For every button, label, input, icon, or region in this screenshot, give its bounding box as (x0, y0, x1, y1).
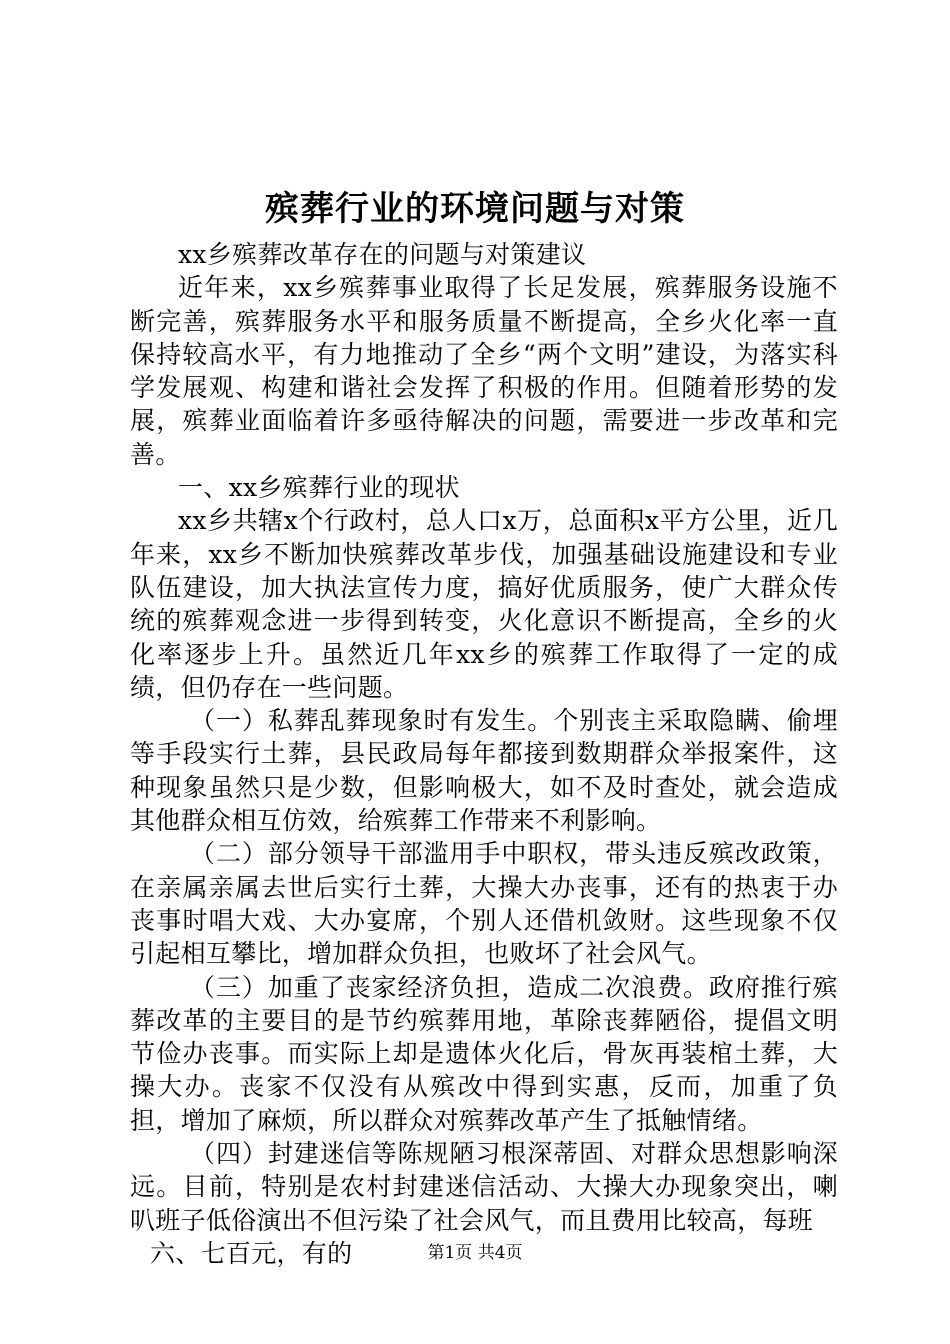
section-heading-status: 一、xx乡殡葬行业的现状 (178, 473, 460, 503)
document-body (130, 238, 838, 1270)
paragraph-issue-4: （四）封建迷信等陈规陋习根深蒂固、对群众思想影响深远。目前，特别是农村封建迷信活动、大操大办现象突出，喇叭班子低俗演出不但污染了社会风气，而且费用比较高，每班 (130, 1139, 838, 1235)
subtitle-line: xx乡殡葬改革存在的问题与对策建议 (178, 240, 587, 269)
paragraph-status: xx乡共辖x个行政村，总人口x万，总面积x平方公里，近几年来，xx乡不断加快殡葬改革步伐，加强基础设施建设和专业队伍建设，加大执法宣传力度，搞好优质服务，使广大群众传统的殡葬观念进一步得到转变，火化意识不断提高，全乡的火化率逐步上升。虽然近几年xx乡的殡葬工作取得了一定的成绩，但仍存在一些问题。 (130, 506, 838, 702)
paragraph-tail: 六、七百元，有的 (150, 1238, 353, 1268)
paragraph-intro: 近年来，xx乡殡葬事业取得了长足发展，殡葬服务设施不断完善，殡葬服务水平和服务质量不断提高，全乡火化率一直保持较高水平，有力地推动了全乡“两个文明”建设，为落实科学发展观、构建和谐社会发挥了积极的作用。但随着形势的发展，殡葬业面临着许多亟待解决的问题，需要进一步改革和完善。 (130, 273, 838, 469)
document-title: 殡葬行业的环境问题与对策 (265, 189, 685, 229)
paragraph-issue-3: （三）加重了丧家经济负担，造成二次浪费。政府推行殡葬改革的主要目的是节约殡葬用地，革除丧葬陋俗，提倡文明节俭办丧事。而实际上却是遗体火化后，骨灰再装棺土葬，大操大办。丧家不仅没有从殡改中得到实惠，反而，加重了负担，增加了麻烦，所以群众对殡葬改革产生了抵触情绪。 (130, 972, 838, 1135)
page-footer: 第1页 共4页 (427, 1243, 523, 1263)
paragraph-issue-1: （一）私葬乱葬现象时有发生。个别丧主采取隐瞒、偷埋等手段实行土葬，县民政局每年都接到数期群众举报案件，这种现象虽然只是少数，但影响极大，如不及时查处，就会造成其他群众相互仿效，给殡葬工作带来不利影响。 (130, 706, 838, 836)
paragraph-issue-2: （二）部分领导干部滥用手中职权，带头违反殡改政策，在亲属亲属去世后实行土葬，大操大办丧事，还有的热衷于办丧事时唱大戏、大办宴席，个别人还借机敛财。这些现象不仅引起相互攀比，增加群众负担，也败坏了社会风气。 (130, 839, 838, 969)
